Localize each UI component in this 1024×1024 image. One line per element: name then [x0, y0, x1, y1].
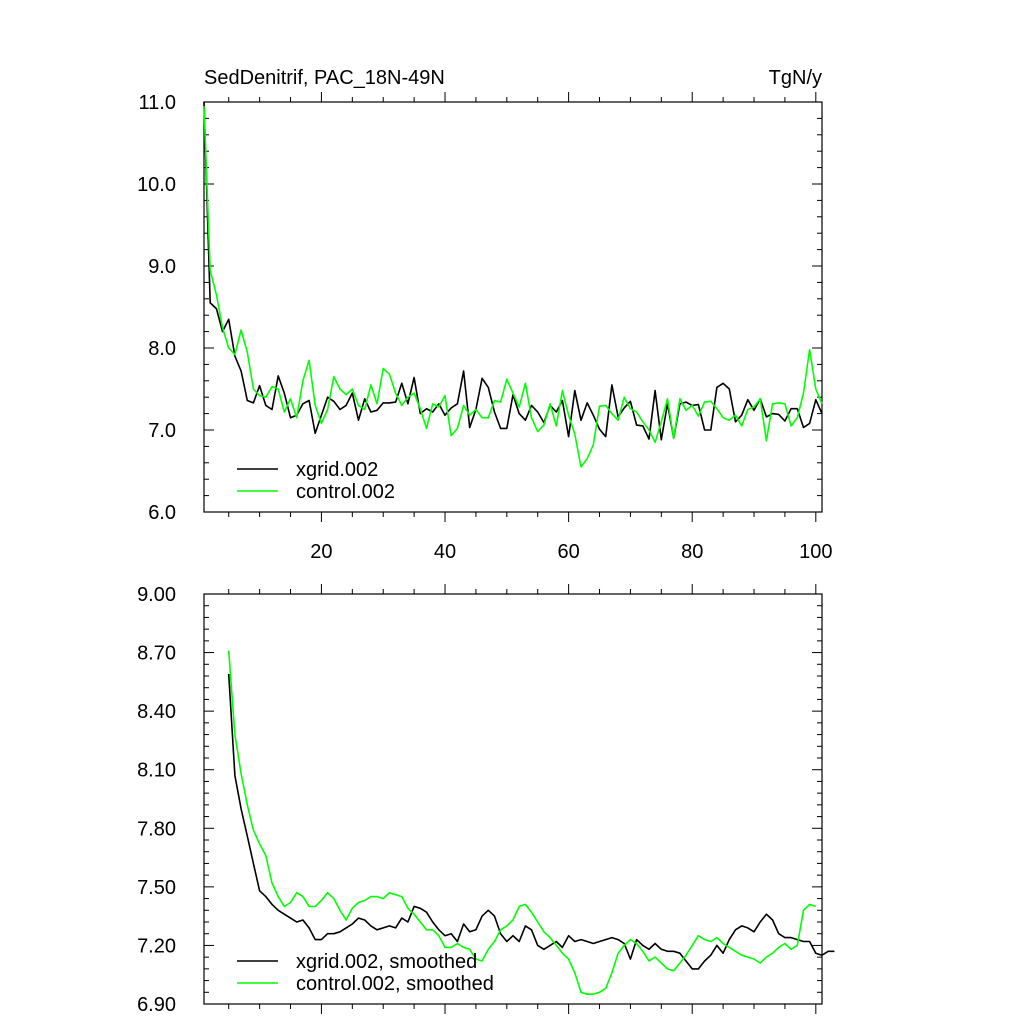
y-tick-label: 7.0 [148, 420, 176, 442]
y-tick-label: 6.0 [148, 502, 176, 524]
x-tick-label: 40 [433, 541, 457, 563]
x-tick-label: 80 [681, 541, 704, 563]
legend-label: xgrid.002 [296, 459, 379, 481]
series-line-1 [204, 106, 822, 467]
x-tick-label: 60 [557, 541, 580, 563]
chart-title: SedDenitrif, PAC_18N-49N [204, 67, 445, 89]
units-label: TgN/y [768, 67, 822, 89]
y-tick-label: 10.0 [137, 174, 176, 196]
y-tick-label: 6.90 [137, 994, 176, 1016]
plot-frame [204, 594, 822, 1004]
x-tick-label: 100 [799, 541, 833, 563]
y-tick-label: 9.0 [148, 256, 176, 278]
plot-frame [204, 102, 822, 512]
y-tick-label: 7.50 [137, 876, 176, 899]
x-tick-label: 20 [310, 541, 333, 563]
y-tick-label: 7.20 [137, 935, 176, 958]
legend-label: xgrid.002, smoothed [296, 951, 478, 973]
y-tick-label: 7.80 [137, 818, 176, 841]
y-tick-label: 9.00 [137, 584, 176, 606]
y-tick-label: 8.40 [137, 701, 176, 724]
series-line-0 [229, 674, 835, 969]
legend-label: control.002 [296, 481, 395, 503]
y-tick-label: 11.0 [138, 92, 176, 114]
y-tick-label: 8.0 [148, 338, 176, 360]
y-tick-label: 8.70 [137, 642, 176, 665]
top-panel [137, 67, 832, 563]
bottom-panel [137, 584, 834, 1016]
y-tick-label: 8.10 [137, 759, 176, 782]
legend-label: control.002, smoothed [296, 973, 494, 995]
series-line-0 [204, 102, 822, 440]
